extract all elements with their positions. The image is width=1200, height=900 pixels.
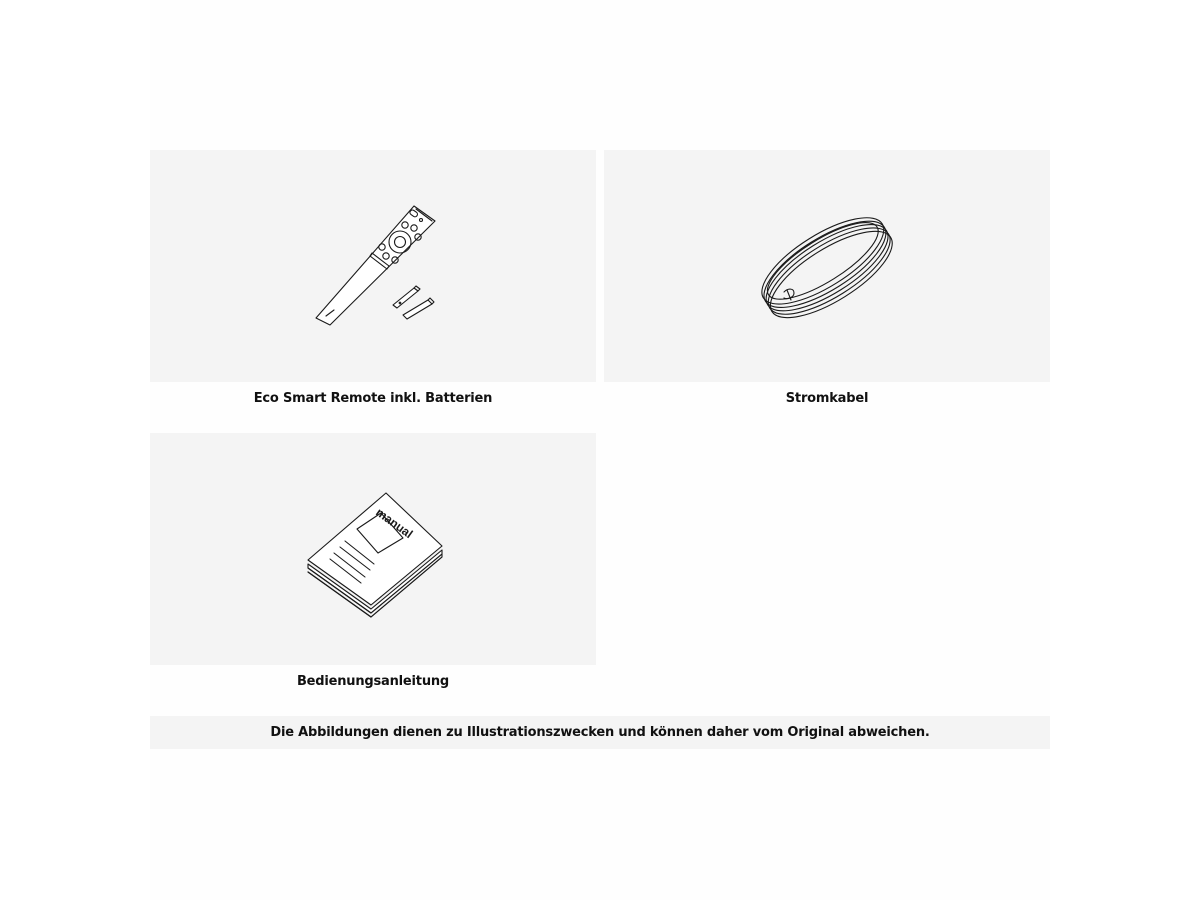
item-image-panel bbox=[150, 150, 596, 382]
power-cable-icon bbox=[604, 150, 1050, 382]
disclaimer-banner: Die Abbildungen dienen zu Illustrationszwecken und können daher vom Original abweichen. bbox=[150, 716, 1050, 749]
item-card-manual bbox=[150, 433, 596, 690]
item-label: Eco Smart Remote inkl. Batterien bbox=[253, 391, 493, 406]
item-image-panel bbox=[150, 433, 596, 665]
item-card-cable bbox=[604, 150, 1050, 407]
item-image-panel bbox=[604, 150, 1050, 382]
remote-control-with-batteries-icon bbox=[150, 150, 596, 382]
item-label: Bedienungsanleitung bbox=[296, 674, 450, 689]
manual-cover-text: manual bbox=[373, 505, 416, 542]
item-card-remote bbox=[150, 150, 596, 407]
manual-booklet-icon bbox=[150, 433, 596, 665]
item-label: Stromkabel bbox=[785, 391, 869, 406]
